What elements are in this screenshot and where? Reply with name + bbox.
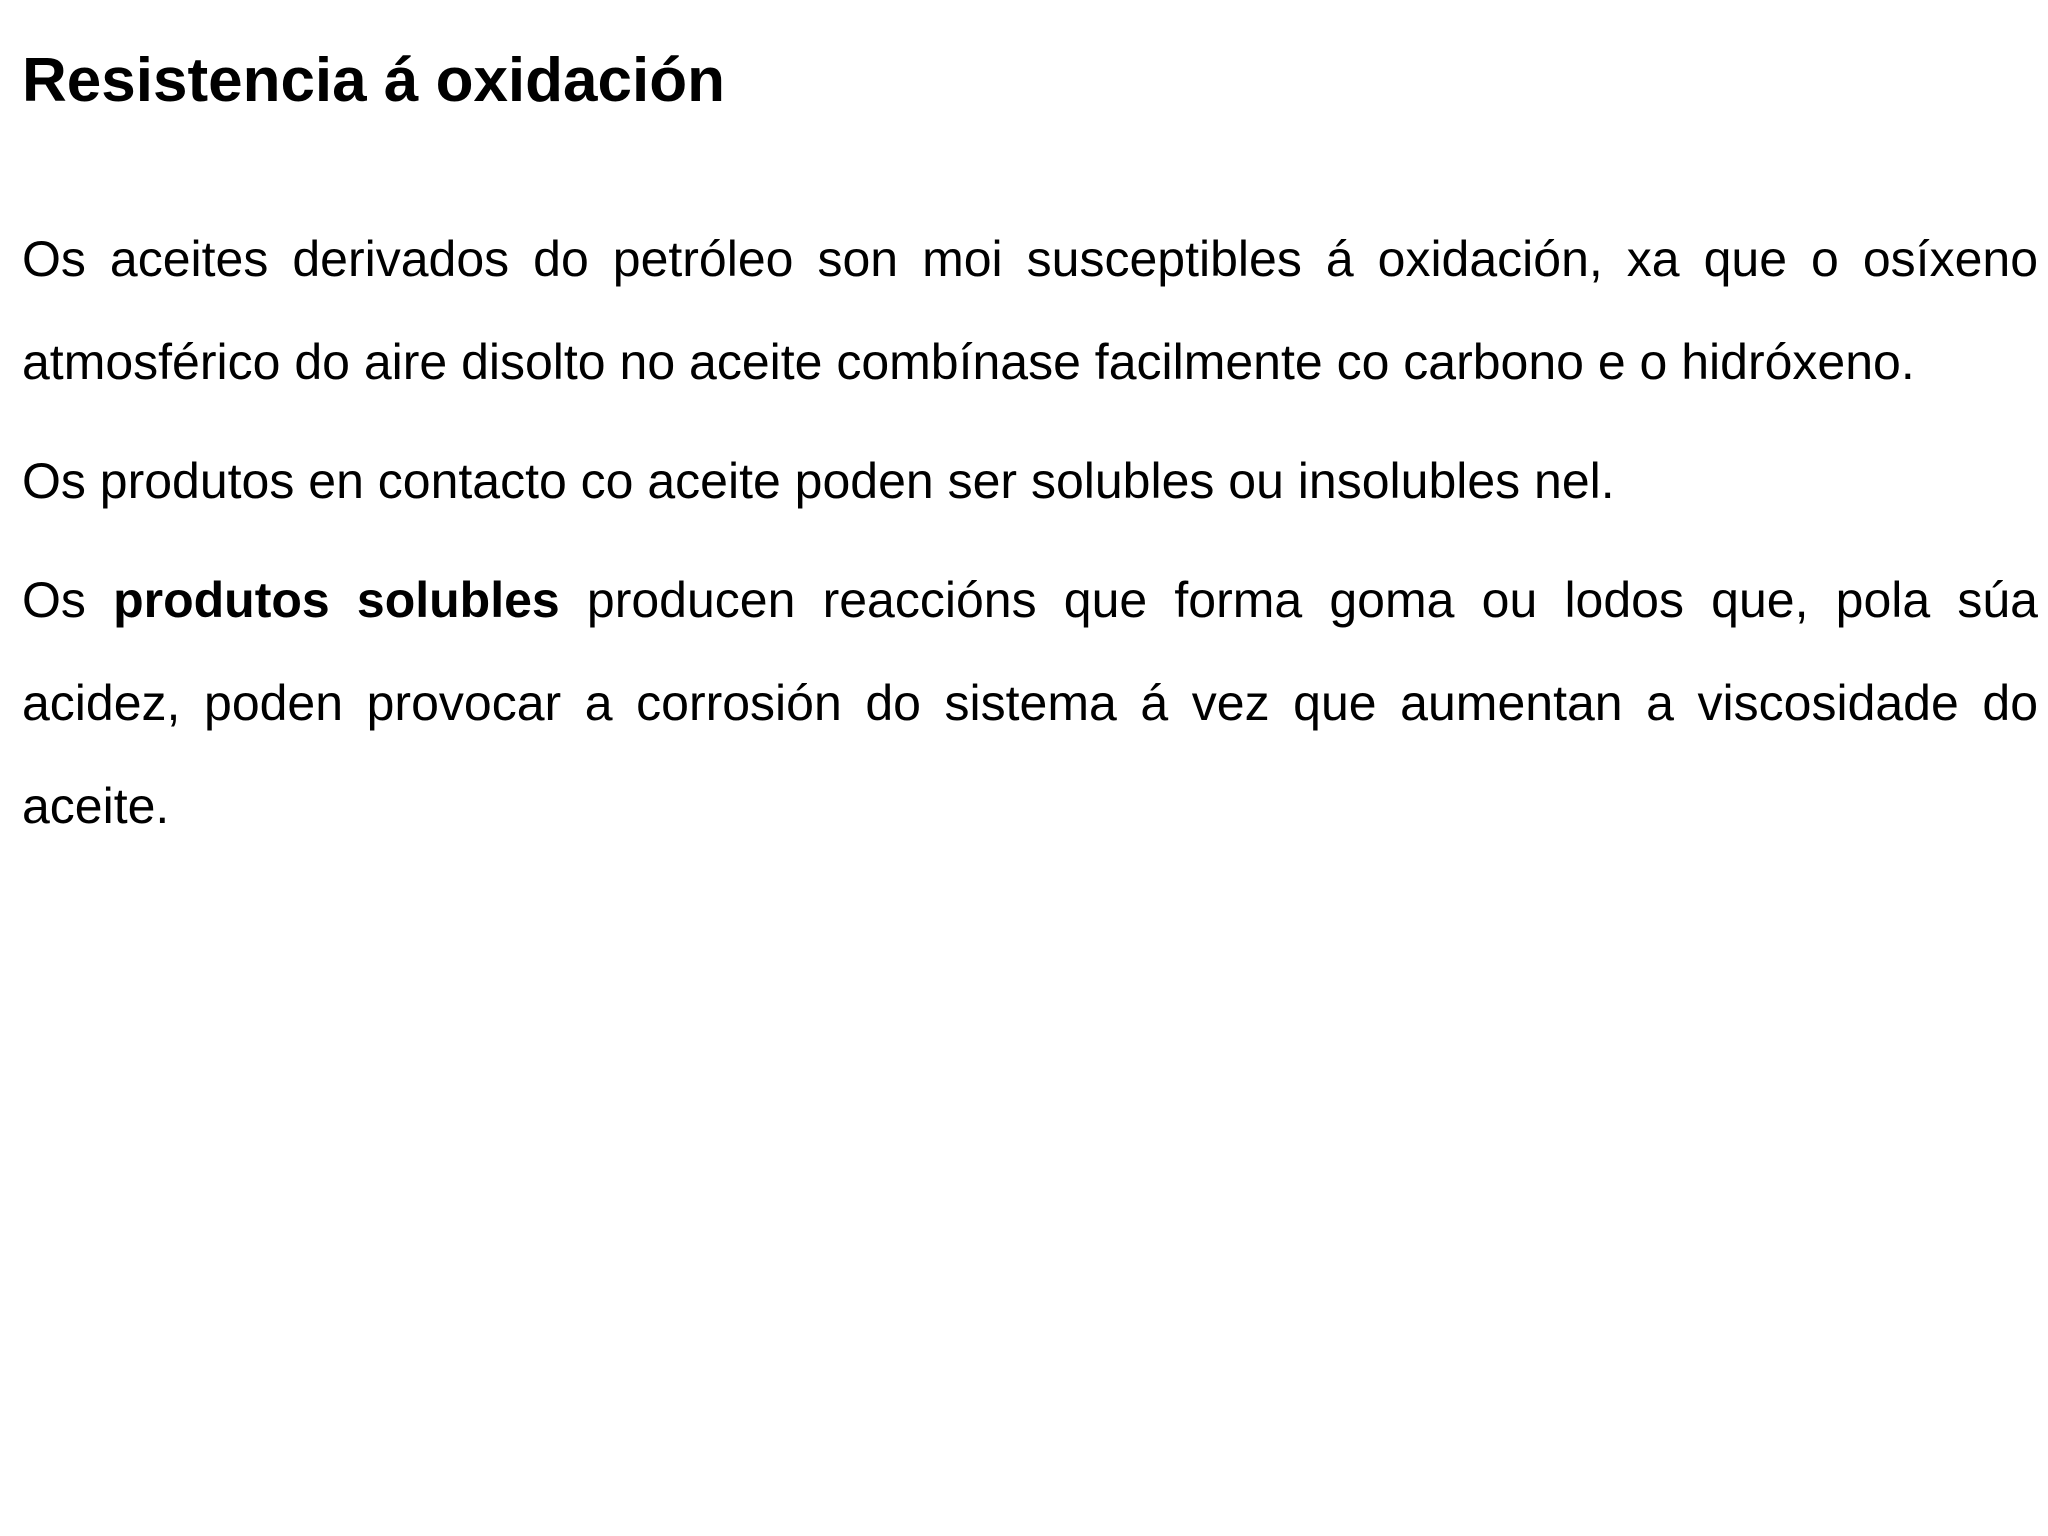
paragraph-soluble-products xyxy=(22,549,2038,858)
bold-term-soluble-products: produtos solubles xyxy=(113,572,560,628)
paragraph-text-start: Os xyxy=(22,572,114,628)
paragraph-products-contact: Os produtos en contacto co aceite poden ser solubles ou insolubles nel. xyxy=(22,453,1615,509)
paragraph-oxidation-intro: Os aceites derivados do petróleo son moi susceptibles á oxidación, xa que o osíxeno atmosférico do aire disolto no aceite combínase facilmente co carbono e o hidróxeno. xyxy=(22,231,2038,390)
paragraph-text-end: producen reaccións que forma goma ou lodos que, pola súa acidez, poden provocar a corrosión do sistema á vez que aumentan a viscosidade do aceite. xyxy=(22,572,2038,834)
page-title: Resistencia á oxidación xyxy=(22,46,725,115)
document-page xyxy=(22,0,2038,858)
